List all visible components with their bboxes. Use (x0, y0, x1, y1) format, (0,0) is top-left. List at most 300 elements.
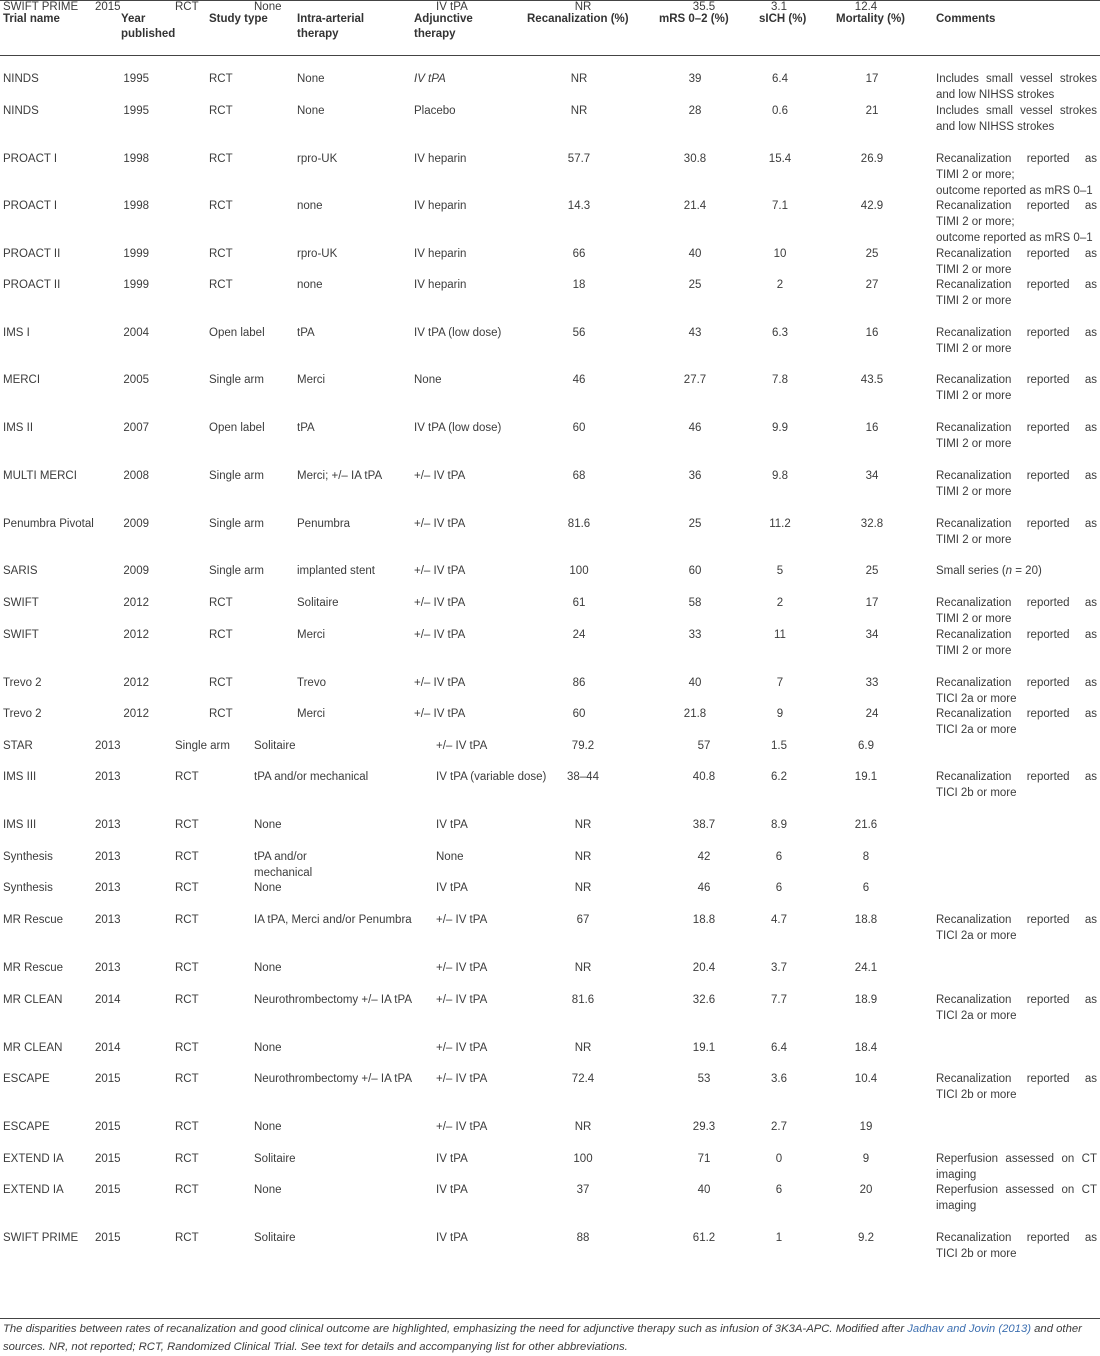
trial-name-cell: Trevo 2 (3, 708, 42, 720)
mrs-cell: 53 (697, 1073, 711, 1085)
intra-arterial-cell: tPA and/or mechanical (254, 771, 369, 783)
sich-cell: 8.9 (771, 819, 787, 831)
sich-cell: 3.6 (771, 1073, 787, 1085)
recan-cell: 68 (572, 470, 586, 482)
adjunctive-cell: IV tPA (436, 882, 468, 894)
header-sich: sICH (%) (759, 13, 807, 25)
mort-cell: 10.4 (854, 1073, 878, 1085)
adjunctive-cell: IV tPA (436, 1232, 468, 1244)
year-cell: 2005 (123, 374, 149, 386)
trial-name-cell: IMS I (3, 327, 30, 339)
trial-name-cell: Synthesis (3, 851, 53, 863)
sich-cell: 7.7 (771, 994, 787, 1006)
recan-cell: NR (574, 851, 592, 863)
comments-cell-cont: outcome reported as mRS 0–1 (936, 231, 1093, 244)
adjunctive-cell: +/– IV tPA (436, 962, 488, 974)
recan-cell: NR (570, 105, 588, 117)
comments-cell: Recanalization reported as TIMI 2 or more (936, 248, 1097, 276)
sich-cell: 15.4 (768, 153, 792, 165)
intra-arterial-cell: Merci (297, 708, 326, 720)
trial-name-cell: SWIFT (3, 629, 39, 641)
adjunctive-cell: +/– IV tPA (414, 518, 466, 530)
adjunctive-cell: IV tPA (414, 73, 446, 85)
mrs-cell: 71 (697, 1153, 711, 1165)
study-type-cell: RCT (175, 851, 199, 863)
comments-text: Small series ( (936, 565, 1006, 577)
intra-arterial-cell: None (254, 819, 282, 831)
sich-cell: 5 (776, 565, 784, 577)
year-cell: 2015 (95, 1232, 121, 1244)
year-cell: 2013 (95, 851, 121, 863)
mrs-cell: 39 (688, 73, 702, 85)
comments-text-end: = 20) (1012, 565, 1042, 577)
year-cell: 2012 (123, 629, 149, 641)
mrs-cell: 25 (688, 279, 702, 291)
study-type-cell: Open label (209, 422, 265, 434)
recan-cell: 67 (576, 914, 590, 926)
study-type-cell: Single arm (175, 740, 230, 752)
sich-cell: 6.2 (771, 771, 787, 783)
mrs-cell: 21.4 (683, 200, 707, 212)
recan-cell: 37 (576, 1184, 590, 1196)
sich-cell: 6 (775, 882, 783, 894)
sich-cell: 3.7 (771, 962, 787, 974)
recan-cell: NR (574, 1042, 592, 1054)
header-comments: Comments (936, 13, 996, 25)
comments-cell: Recanalization reported as TIMI 2 or more (936, 374, 1097, 402)
mort-cell: 43.5 (860, 374, 884, 386)
year-cell: 2013 (95, 740, 121, 752)
sich-cell: 2 (776, 597, 784, 609)
mrs-cell: 28 (688, 105, 702, 117)
year-cell: 2014 (95, 994, 121, 1006)
study-type-cell: RCT (175, 914, 199, 926)
mort-cell: 26.9 (860, 153, 884, 165)
mrs-cell: 20.4 (692, 962, 716, 974)
study-type-cell: Open label (209, 327, 265, 339)
trial-name-cell: SWIFT (3, 597, 39, 609)
mort-cell: 18.8 (854, 914, 878, 926)
trial-name-cell: Trevo 2 (3, 677, 42, 689)
intra-arterial-cell: Solitaire (254, 740, 296, 752)
trial-name-cell: IMS III (3, 771, 37, 783)
study-type-cell: RCT (209, 708, 233, 720)
intra-arterial-cell: None (254, 882, 282, 894)
header-study-type: Study type (209, 13, 268, 25)
adjunctive-cell: +/– IV tPA (436, 1073, 488, 1085)
mort-cell: 9.2 (858, 1232, 874, 1244)
comments-cell-cont: outcome reported as mRS 0–1 (936, 184, 1093, 197)
mrs-cell: 38.7 (692, 819, 716, 831)
recan-cell: 81.6 (567, 518, 591, 530)
sich-cell: 4.7 (771, 914, 787, 926)
year-cell: 2013 (95, 882, 121, 894)
mrs-cell: 40 (688, 677, 702, 689)
mrs-cell: 46 (697, 882, 711, 894)
recan-cell: 72.4 (571, 1073, 595, 1085)
intra-arterial-cell: IA tPA, Merci and/or Penumbra (254, 914, 412, 926)
trial-name-cell: MR Rescue (3, 914, 64, 926)
intra-arterial-cell: Neurothrombectomy +/– IA tPA (254, 994, 412, 1006)
adjunctive-cell: IV tPA (436, 819, 468, 831)
mort-cell: 32.8 (860, 518, 884, 530)
trial-name-cell: MR CLEAN (3, 1042, 63, 1054)
intra-arterial-cell: tPA (297, 327, 315, 339)
intra-arterial-cell: None (254, 1184, 282, 1196)
adjunctive-cell: +/– IV tPA (436, 740, 488, 752)
study-type-cell: RCT (209, 597, 233, 609)
mrs-cell: 25 (688, 518, 702, 530)
sich-cell: 9.8 (772, 470, 788, 482)
mort-cell: 24 (865, 708, 879, 720)
sich-cell: 1 (775, 1232, 783, 1244)
mrs-cell: 30.8 (683, 153, 707, 165)
comments-cell (936, 564, 1097, 580)
comments-cell: Recanalization reported as TIMI 2 or more (936, 422, 1097, 450)
year-cell: 1998 (123, 200, 149, 212)
year-cell: 2015 (95, 1184, 121, 1196)
study-type-cell: RCT (175, 1073, 199, 1085)
header-trial-name: Trial name (3, 13, 60, 25)
mort-cell: 33 (865, 677, 879, 689)
intra-arterial-cell: none (297, 279, 323, 291)
trial-name-cell: PROACT II (3, 279, 61, 291)
study-type-cell: RCT (209, 248, 233, 260)
adjunctive-cell: +/– IV tPA (436, 1121, 488, 1133)
trial-name-cell: EXTEND IA (3, 1184, 64, 1196)
comments-cell: Recanalization reported as TICI 2b or more (936, 1073, 1097, 1101)
study-type-cell: RCT (209, 629, 233, 641)
trial-name-cell: MR CLEAN (3, 994, 63, 1006)
mort-cell: 6.9 (858, 740, 874, 752)
adjunctive-cell: None (436, 851, 464, 863)
intra-arterial-cell: Trevo (297, 677, 326, 689)
study-type-cell: RCT (175, 819, 199, 831)
adjunctive-cell: +/– IV tPA (414, 708, 466, 720)
comments-cell: Recanalization reported as TIMI 2 or more (936, 629, 1097, 657)
mort-cell: 9 (862, 1153, 870, 1165)
study-type-cell: Single arm (209, 470, 264, 482)
trial-name-cell: IMS III (3, 819, 37, 831)
mrs-cell: 21.8 (683, 708, 707, 720)
mort-cell: 18.9 (854, 994, 878, 1006)
mrs-cell: 58 (688, 597, 702, 609)
study-type-cell: RCT (209, 153, 233, 165)
mort-cell: 18.4 (854, 1042, 878, 1054)
sich-cell: 10 (773, 248, 787, 260)
study-type-cell: Single arm (209, 565, 264, 577)
mrs-cell: 33 (688, 629, 702, 641)
year-cell: 1995 (123, 105, 149, 117)
trial-name-cell: MR Rescue (3, 962, 64, 974)
comments-cell: Includes small vessel strokes and low NIHSS strokes (936, 105, 1097, 133)
adjunctive-cell: IV tPA (436, 1, 468, 13)
comments-cell: Reperfusion assessed on CT imaging (936, 1184, 1097, 1212)
table-footnote (3, 1321, 1098, 1356)
mort-cell: 6 (862, 882, 870, 894)
year-cell: 2015 (95, 1121, 121, 1133)
recan-cell: NR (574, 819, 592, 831)
sich-cell: 3.1 (771, 1, 787, 13)
mrs-cell: 57 (697, 740, 711, 752)
mrs-cell: 46 (688, 422, 702, 434)
trial-name-cell: EXTEND IA (3, 1153, 64, 1165)
recan-cell: 100 (569, 565, 589, 577)
study-type-cell: RCT (175, 962, 199, 974)
trial-name-cell: ESCAPE (3, 1073, 50, 1085)
mort-cell: 16 (865, 422, 879, 434)
recan-cell: NR (574, 1121, 592, 1133)
comments-cell: Reperfusion assessed on CT imaging (936, 1153, 1097, 1181)
intra-arterial-cell: tPA and/or (254, 851, 307, 863)
recan-cell: 38–44 (567, 771, 599, 783)
adjunctive-cell: IV heparin (414, 248, 467, 260)
header-adjunctive: Adjunctive therapy (414, 13, 473, 40)
adjunctive-cell: IV tPA (low dose) (414, 327, 502, 339)
study-type-cell: RCT (209, 677, 233, 689)
mrs-cell: 60 (688, 565, 702, 577)
recan-cell: 56 (572, 327, 586, 339)
recan-cell: 24 (572, 629, 586, 641)
intra-arterial-cell: Merci (297, 374, 326, 386)
study-type-cell: RCT (175, 1232, 199, 1244)
intra-arterial-cell: Merci (297, 629, 326, 641)
intra-arterial-cell: Neurothrombectomy +/– IA tPA (254, 1073, 412, 1085)
mrs-cell: 40.8 (692, 771, 716, 783)
mort-cell: 25 (865, 248, 879, 260)
mort-cell: 12.4 (854, 1, 878, 13)
mort-cell: 16 (865, 327, 879, 339)
comments-cell: Recanalization reported as TIMI 2 or more (936, 518, 1097, 546)
intra-arterial-cell: Solitaire (297, 597, 339, 609)
adjunctive-cell: +/– IV tPA (414, 677, 466, 689)
sich-cell: 2 (776, 279, 784, 291)
recan-cell: 66 (572, 248, 586, 260)
year-cell: 1995 (123, 73, 149, 85)
footnote-text-1: The disparities between rates of recanalization and good clinical outcome are highlighted, emphasizing the need for adjunctive therapy such as infusion of 3K3A-APC. Modified after (3, 1323, 908, 1335)
year-cell: 2013 (95, 914, 121, 926)
recan-cell: 88 (576, 1232, 590, 1244)
adjunctive-cell: +/– IV tPA (414, 470, 466, 482)
comments-n: n (1005, 565, 1013, 577)
adjunctive-cell: +/– IV tPA (436, 994, 488, 1006)
study-type-cell: RCT (175, 994, 199, 1006)
study-type-cell: RCT (209, 73, 233, 85)
adjunctive-cell: IV tPA (variable dose) (436, 771, 547, 783)
intra-arterial-cell: Solitaire (254, 1153, 296, 1165)
intra-arterial-cell: none (297, 200, 323, 212)
footnote-text-2: and other sources. NR, not reported; RCT, Randomized Clinical Trial. See text for details and accompanying list for other abbreviations. (3, 1323, 1082, 1353)
mort-cell: 21.6 (854, 819, 878, 831)
trial-name-cell: IMS II (3, 422, 34, 434)
comments-cell: Recanalization reported as TIMI 2 or more (936, 279, 1097, 307)
sich-cell: 9.9 (772, 422, 788, 434)
sich-cell: 2.7 (771, 1121, 787, 1133)
header-mrs: mRS 0–2 (%) (659, 13, 729, 25)
study-type-cell: RCT (175, 882, 199, 894)
intra-arterial-cell: None (254, 1121, 282, 1133)
mrs-cell: 42 (697, 851, 711, 863)
comments-cell: Recanalization reported as TICI 2a or more (936, 994, 1097, 1022)
mrs-cell: 18.8 (692, 914, 716, 926)
header-recanalization: Recanalization (%) (527, 13, 629, 25)
year-cell: 2012 (123, 708, 149, 720)
trial-name-cell: NINDS (3, 105, 39, 117)
recan-cell: NR (574, 962, 592, 974)
intra-arterial-cell: tPA (297, 422, 315, 434)
study-type-cell: RCT (175, 771, 199, 783)
sich-cell: 9 (776, 708, 784, 720)
year-cell: 2015 (95, 1, 121, 13)
study-type-cell: RCT (175, 1153, 199, 1165)
mort-cell: 34 (865, 470, 879, 482)
adjunctive-cell: Placebo (414, 105, 456, 117)
recan-cell: 100 (573, 1153, 593, 1165)
mort-cell: 25 (865, 565, 879, 577)
year-cell: 2012 (123, 597, 149, 609)
trial-name-cell: STAR (3, 740, 33, 752)
mort-cell: 34 (865, 629, 879, 641)
sich-cell: 7.1 (772, 200, 788, 212)
comments-cell: Recanalization reported as TICI 2b or more (936, 771, 1097, 799)
recan-cell: NR (574, 882, 592, 894)
year-cell: 2013 (95, 819, 121, 831)
sich-cell: 0.6 (772, 105, 788, 117)
mort-cell: 21 (865, 105, 879, 117)
mort-cell: 8 (862, 851, 870, 863)
mrs-cell: 27.7 (683, 374, 707, 386)
recan-cell: NR (574, 1, 592, 13)
year-cell: 2009 (123, 565, 149, 577)
adjunctive-cell: IV tPA (436, 1184, 468, 1196)
sich-cell: 6 (775, 851, 783, 863)
recan-cell: 60 (572, 708, 586, 720)
mort-cell: 27 (865, 279, 879, 291)
year-cell: 2007 (123, 422, 149, 434)
mrs-cell: 29.3 (692, 1121, 716, 1133)
comments-cell: Recanalization reported as TIMI 2 or more (936, 327, 1097, 355)
comments-cell: Recanalization reported as TIMI 2 or more; (936, 200, 1097, 228)
mrs-cell: 32.6 (692, 994, 716, 1006)
mort-cell: 19.1 (854, 771, 878, 783)
intra-arterial-cell-cont: mechanical (254, 867, 313, 879)
recan-cell: 57.7 (567, 153, 591, 165)
mrs-cell: 40 (688, 248, 702, 260)
comments-cell: Includes small vessel strokes and low NIHSS strokes (936, 73, 1097, 101)
adjunctive-cell: IV heparin (414, 153, 467, 165)
sich-cell: 1.5 (771, 740, 787, 752)
intra-arterial-cell: implanted stent (297, 565, 375, 577)
intra-arterial-cell: rpro-UK (297, 153, 338, 165)
intra-arterial-cell: rpro-UK (297, 248, 338, 260)
mrs-cell: 61.2 (692, 1232, 716, 1244)
trial-name-cell: PROACT I (3, 153, 58, 165)
year-cell: 2008 (123, 470, 149, 482)
recan-cell: 14.3 (567, 200, 591, 212)
comments-cell: Recanalization reported as TIMI 2 or more (936, 597, 1097, 625)
sich-cell: 6.4 (771, 1042, 787, 1054)
trial-name-cell: Synthesis (3, 882, 53, 894)
year-cell: 1998 (123, 153, 149, 165)
adjunctive-cell: +/– IV tPA (436, 914, 488, 926)
recan-cell: 18 (572, 279, 586, 291)
mrs-cell: 43 (688, 327, 702, 339)
recan-cell: 60 (572, 422, 586, 434)
intra-arterial-cell: None (254, 1042, 282, 1054)
study-type-cell: RCT (175, 1121, 199, 1133)
intra-arterial-cell: None (297, 105, 325, 117)
year-cell: 2013 (95, 962, 121, 974)
mort-cell: 17 (865, 73, 879, 85)
header-year: Year published (121, 13, 176, 40)
mort-cell: 20 (859, 1184, 873, 1196)
trial-name-cell: SWIFT PRIME (3, 1232, 79, 1244)
intra-arterial-cell: None (297, 73, 325, 85)
adjunctive-cell: +/– IV tPA (436, 1042, 488, 1054)
year-cell: 2015 (95, 1153, 121, 1165)
adjunctive-cell: IV heparin (414, 200, 467, 212)
study-type-cell: RCT (209, 200, 233, 212)
recan-cell: 79.2 (571, 740, 595, 752)
mrs-cell: 36 (688, 470, 702, 482)
mort-cell: 42.9 (860, 200, 884, 212)
adjunctive-cell: IV tPA (low dose) (414, 422, 502, 434)
year-cell: 2013 (95, 771, 121, 783)
year-cell: 2004 (123, 327, 149, 339)
year-cell: 2009 (123, 518, 149, 530)
sich-cell: 7.8 (772, 374, 788, 386)
adjunctive-cell: IV heparin (414, 279, 467, 291)
study-type-cell: Single arm (209, 374, 264, 386)
header-mortality: Mortality (%) (836, 13, 905, 25)
mort-cell: 19 (859, 1121, 873, 1133)
study-type-cell: RCT (209, 279, 233, 291)
study-type-cell: Single arm (209, 518, 264, 530)
comments-cell: Recanalization reported as TICI 2a or more (936, 708, 1097, 736)
mrs-cell: 40 (697, 1184, 711, 1196)
mort-cell: 17 (865, 597, 879, 609)
sich-cell: 6.3 (772, 327, 788, 339)
year-cell: 1999 (123, 279, 149, 291)
trial-name-cell: ESCAPE (3, 1121, 50, 1133)
study-type-cell: RCT (175, 1, 199, 13)
year-cell: 2014 (95, 1042, 121, 1054)
adjunctive-cell: IV tPA (436, 1153, 468, 1165)
sich-cell: 0 (775, 1153, 783, 1165)
sich-cell: 11 (774, 629, 786, 641)
sich-cell: 7 (776, 677, 784, 689)
study-type-cell: RCT (175, 1042, 199, 1054)
footnote-reference-link[interactable]: Jadhav and Jovin (2013) (907, 1323, 1032, 1335)
intra-arterial-cell: None (254, 1, 282, 13)
year-cell: 2015 (95, 1073, 121, 1085)
year-cell: 2012 (123, 677, 149, 689)
recan-cell: 46 (572, 374, 586, 386)
mort-cell: 24.1 (854, 962, 878, 974)
header-intra-arterial: Intra-arterial therapy (297, 13, 365, 40)
sich-cell: 6 (775, 1184, 783, 1196)
mrs-cell: 19.1 (692, 1042, 716, 1054)
recan-cell: 61 (572, 597, 586, 609)
intra-arterial-cell: None (254, 962, 282, 974)
intra-arterial-cell: Solitaire (254, 1232, 296, 1244)
intra-arterial-cell: Merci; +/– IA tPA (297, 470, 383, 482)
intra-arterial-cell: Penumbra (297, 518, 351, 530)
recan-cell: NR (570, 73, 588, 85)
footer-rule (0, 1318, 1100, 1319)
trial-name-cell: PROACT II (3, 248, 61, 260)
adjunctive-cell: +/– IV tPA (414, 565, 466, 577)
